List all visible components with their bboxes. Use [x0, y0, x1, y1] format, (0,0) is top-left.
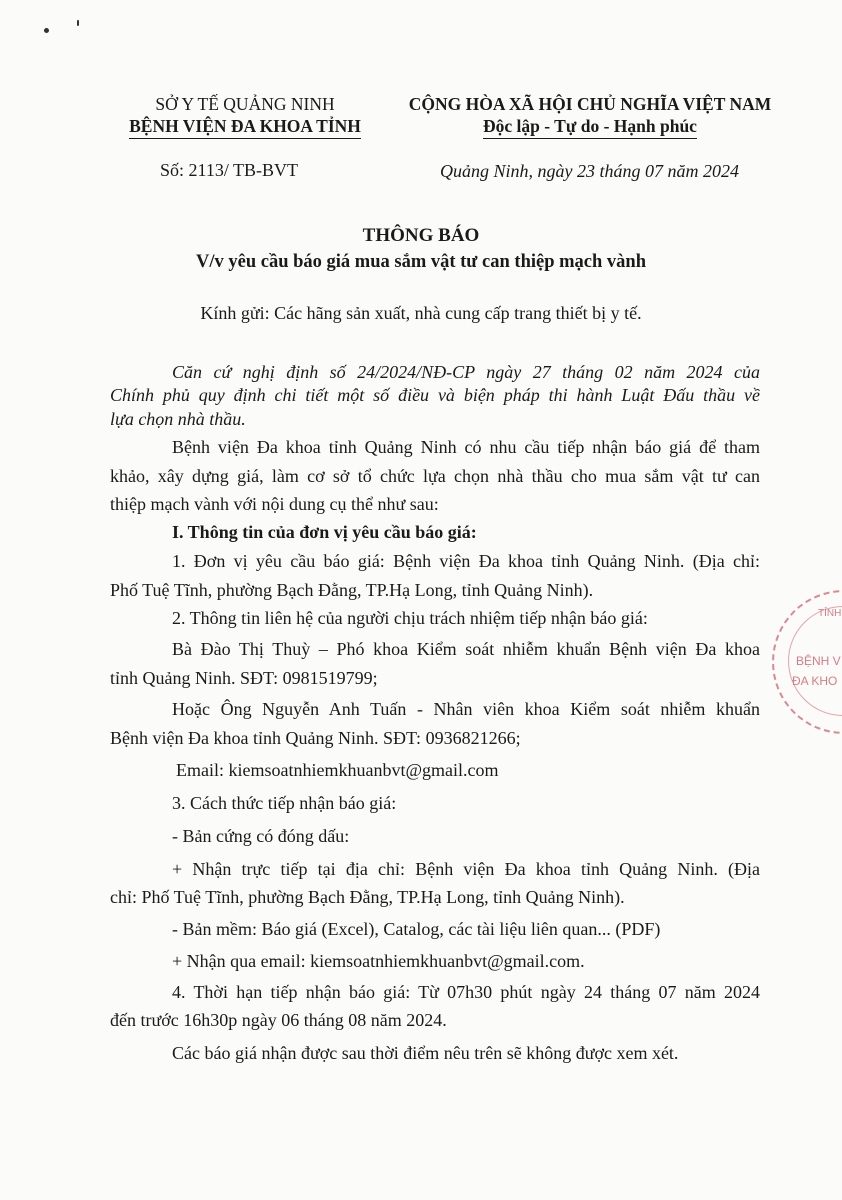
softcopy-line: - Bản mềm: Báo giá (Excel), Catalog, các tài liệu liên quan... (PDF) — [172, 919, 661, 939]
hardcopy-heading: - Bản cứng có đóng dấu: — [172, 826, 350, 846]
org-name-wrap — [105, 115, 385, 139]
org-parent: SỞ Y TẾ QUẢNG NINH — [155, 94, 335, 114]
item-1-line: Phố Tuệ Tĩnh, phường Bạch Đằng, TP.Hạ Long, tỉnh Quảng Ninh). — [110, 580, 594, 600]
closing-line: Các báo giá nhận được sau thời điểm nêu trên sẽ không được xem xét. — [172, 1043, 679, 1063]
doc-subject: V/v yêu cầu báo giá mua sắm vật tư can thiệp mạch vành — [196, 252, 646, 272]
scan-speck — [77, 20, 79, 26]
doc-title: THÔNG BÁO — [362, 225, 480, 246]
basis-line: lựa chọn nhà thầu. — [110, 409, 246, 429]
hardcopy-line: + Nhận trực tiếp tại địa chỉ: Bệnh viện Đa khoa tỉnh Quảng Ninh. (Địa — [172, 859, 760, 879]
contact-1-line: tỉnh Quảng Ninh. SĐT: 0981519799; — [110, 668, 378, 688]
motto-wrap — [390, 115, 790, 139]
contact-2-line: Hoặc Ông Nguyễn Anh Tuấn - Nhân viên khoa Kiểm soát nhiễm khuẩn — [172, 699, 760, 719]
section-1-heading: I. Thông tin của đơn vị yêu cầu báo giá: — [172, 522, 477, 542]
recipient: Kính gửi: Các hãng sản xuất, nhà cung cấp trang thiết bị y tế. — [200, 303, 642, 323]
contact-2-line: Bệnh viện Đa khoa tỉnh Quảng Ninh. SĐT: 0936821266; — [110, 728, 521, 748]
item-1-line: 1. Đơn vị yêu cầu báo giá: Bệnh viện Đa khoa tỉnh Quảng Ninh. (Địa chỉ: — [172, 551, 760, 571]
item-2-heading: 2. Thông tin liên hệ của người chịu trách nhiệm tiếp nhận báo giá: — [172, 608, 648, 628]
motto: Độc lập - Tự do - Hạnh phúc — [483, 115, 697, 139]
place-date: Quảng Ninh, ngày 23 tháng 07 năm 2024 — [440, 161, 739, 181]
softcopy-email: + Nhận qua email: kiemsoatnhiemkhuanbvt@gmail.com. — [172, 951, 585, 971]
email-line: Email: kiemsoatnhiemkhuanbvt@gmail.com — [176, 760, 499, 780]
intro-line: Bệnh viện Đa khoa tỉnh Quảng Ninh có nhu cầu tiếp nhận báo giá để tham — [172, 437, 760, 457]
scan-speck — [44, 28, 49, 33]
seal-text: TỈNH — [818, 608, 842, 619]
hardcopy-line: chỉ: Phố Tuệ Tĩnh, phường Bạch Đằng, TP.Hạ Long, tỉnh Quảng Ninh). — [110, 887, 625, 907]
basis-line: Chính phủ quy định chi tiết một số điều và biện pháp thi hành Luật Đấu thầu về — [110, 385, 760, 405]
contact-1-line: Bà Đào Thị Thuỳ – Phó khoa Kiểm soát nhiễm khuẩn Bệnh viện Đa khoa — [172, 639, 760, 659]
item-4-line: đến trước 16h30p ngày 06 tháng 08 năm 2024. — [110, 1010, 447, 1030]
country-name: CỘNG HÒA XÃ HỘI CHỦ NGHĨA VIỆT NAM — [408, 94, 772, 114]
seal-text: ĐA KHO — [792, 674, 838, 688]
org-name: BỆNH VIỆN ĐA KHOA TỈNH — [129, 115, 361, 139]
seal-text: BỆNH V — [796, 654, 841, 668]
basis-line: Căn cứ nghị định số 24/2024/NĐ-CP ngày 27 tháng 02 năm 2024 của — [172, 362, 760, 382]
doc-number: Số: 2113/ TB-BVT — [160, 160, 299, 180]
intro-line: khảo, xây dựng giá, làm cơ sở tổ chức lựa chọn nhà thầu cho mua sắm vật tư can — [110, 466, 760, 486]
item-3-heading: 3. Cách thức tiếp nhận báo giá: — [172, 793, 397, 813]
item-4-line: 4. Thời hạn tiếp nhận báo giá: Từ 07h30 phút ngày 24 tháng 07 năm 2024 — [172, 982, 760, 1002]
intro-line: thiệp mạch vành với nội dung cụ thể như sau: — [110, 494, 439, 514]
